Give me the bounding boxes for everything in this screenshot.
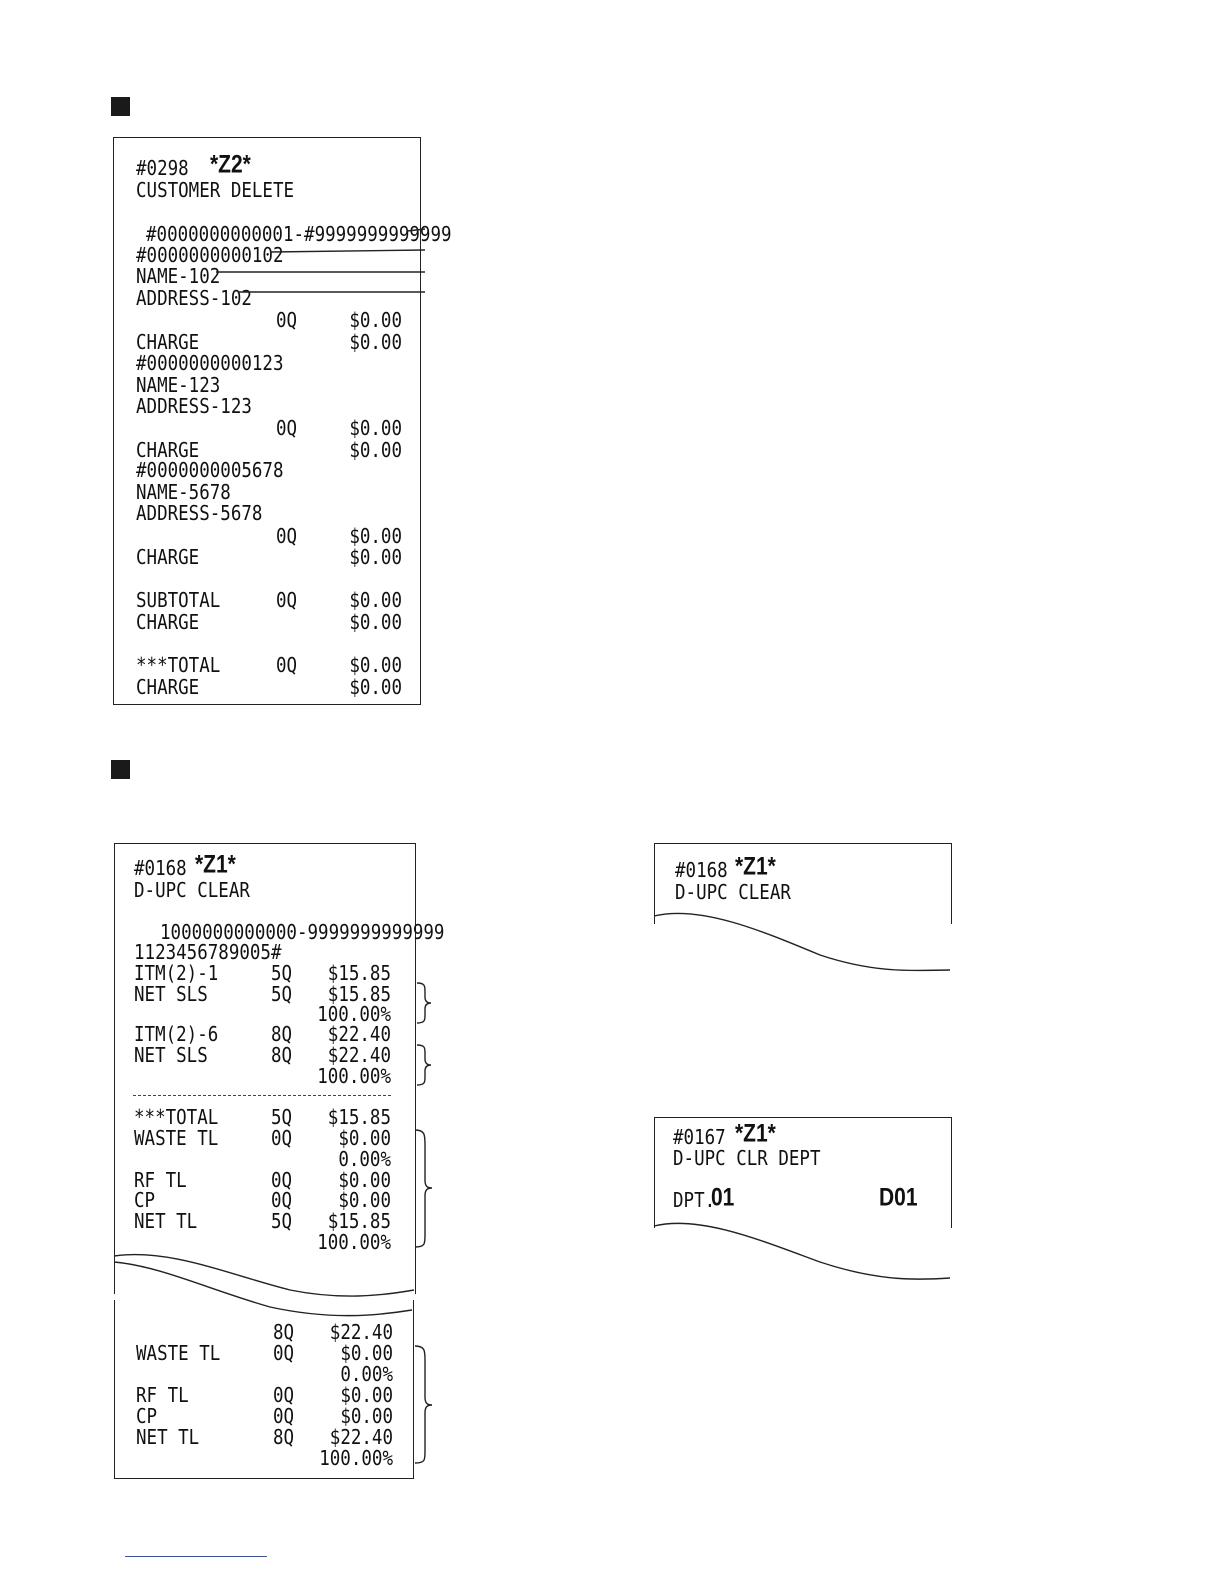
department-label: DPT. <box>673 1189 716 1213</box>
net-sales-amount: $15.85 <box>327 983 391 1007</box>
torn-edge <box>654 913 950 970</box>
report-mode: *Z2* <box>210 151 251 179</box>
refund-qty: 0Q <box>271 1169 293 1193</box>
waste-amount: $0.00 <box>338 1127 391 1151</box>
charge-amount: $0.00 <box>349 546 402 570</box>
charge-label: CHARGE <box>136 546 200 570</box>
waste-label: WASTE TL <box>136 1342 221 1366</box>
net-sales-qty: 5Q <box>271 983 293 1007</box>
charge-label: CHARGE <box>136 676 200 700</box>
customer-qty: 0Q <box>276 525 298 549</box>
refund-amount: $0.00 <box>338 1169 391 1193</box>
waste-percent: 0.00% <box>338 1148 391 1172</box>
customer-amount: $0.00 <box>349 309 402 333</box>
receipt-number: #0167 <box>673 1126 726 1150</box>
department-code: D01 <box>879 1184 918 1212</box>
waste-qty: 0Q <box>273 1342 295 1366</box>
charge-amount: $0.00 <box>349 331 402 355</box>
customer-name: NAME-5678 <box>136 481 231 505</box>
customer-qty: 0Q <box>276 309 298 333</box>
item-qty: 5Q <box>271 962 293 986</box>
net-total-amount: $15.85 <box>327 1210 391 1234</box>
receipt-number: #0168 <box>134 857 187 881</box>
customer-address: ADDRESS-102 <box>136 287 252 311</box>
net-total-qty: 8Q <box>273 1426 295 1450</box>
upc-code: 1123456789005# <box>134 941 282 965</box>
customer-amount: $0.00 <box>349 525 402 549</box>
footer-underline <box>125 1556 267 1557</box>
net-sales-qty: 8Q <box>271 1044 293 1068</box>
item-label: ITM(2)-6 <box>134 1023 219 1047</box>
total-label: ***TOTAL <box>136 654 221 678</box>
waste-percent: 0.00% <box>340 1363 393 1387</box>
charge-amount: $0.00 <box>349 676 402 700</box>
net-total-percent: 100.00% <box>319 1447 393 1471</box>
refund-amount: $0.00 <box>340 1384 393 1408</box>
net-total-percent: 100.00% <box>317 1231 391 1255</box>
customer-range: #0000000000001-#9999999999999 <box>146 223 452 247</box>
report-title: D-UPC CLR DEPT <box>673 1147 821 1171</box>
bracket-brace <box>415 1130 432 1247</box>
waste-qty: 0Q <box>271 1127 293 1151</box>
receipt-number: #0298 <box>136 157 189 181</box>
waste-label: WASTE TL <box>134 1127 219 1151</box>
leader-line <box>407 229 425 231</box>
coupon-label: CP <box>134 1189 156 1213</box>
bracket-brace <box>415 1346 432 1463</box>
customer-name: NAME-123 <box>136 374 221 398</box>
customer-name: NAME-102 <box>136 265 221 289</box>
charge-label: CHARGE <box>136 331 200 355</box>
total-label: ***TOTAL <box>134 1106 219 1130</box>
customer-address: ADDRESS-123 <box>136 395 252 419</box>
torn-edge <box>114 1262 412 1316</box>
bracket-brace <box>417 1045 431 1085</box>
report-title: D-UPC CLEAR <box>134 879 250 903</box>
upc-range: 1000000000000-9999999999999 <box>160 921 445 945</box>
report-mode: *Z1* <box>195 851 236 879</box>
charge-amount: $0.00 <box>349 439 402 463</box>
net-sales-amount: $22.40 <box>327 1044 391 1068</box>
coupon-label: CP <box>136 1405 158 1429</box>
total-qty: 0Q <box>276 654 298 678</box>
report-title: CUSTOMER DELETE <box>136 179 295 203</box>
bracket-brace <box>417 983 431 1023</box>
charge-label: CHARGE <box>136 439 200 463</box>
total-amount: $15.85 <box>327 1106 391 1130</box>
item-amount: $22.40 <box>327 1023 391 1047</box>
item-qty: 8Q <box>271 1023 293 1047</box>
refund-label: RF TL <box>136 1384 189 1408</box>
coupon-qty: 0Q <box>271 1189 293 1213</box>
net-sales-label: NET SLS <box>134 1044 208 1068</box>
torn-edge <box>114 1255 414 1297</box>
coupon-amount: $0.00 <box>340 1405 393 1429</box>
total-qty: 8Q <box>273 1321 295 1345</box>
coupon-amount: $0.00 <box>338 1189 391 1213</box>
charge-label: CHARGE <box>136 611 200 635</box>
report-mode: *Z1* <box>735 1120 776 1148</box>
net-total-amount: $22.40 <box>329 1426 393 1450</box>
torn-edge <box>654 1223 950 1279</box>
report-title: D-UPC CLEAR <box>675 881 791 905</box>
net-sales-percent: 100.00% <box>317 1003 391 1027</box>
coupon-qty: 0Q <box>273 1405 295 1429</box>
net-sales-percent: 100.00% <box>317 1065 391 1089</box>
leader-line <box>270 250 425 252</box>
net-sales-label: NET SLS <box>134 983 208 1007</box>
net-total-qty: 5Q <box>271 1210 293 1234</box>
total-amount: $22.40 <box>329 1321 393 1345</box>
total-qty: 5Q <box>271 1106 293 1130</box>
department-number: 01 <box>711 1184 735 1212</box>
customer-address: ADDRESS-5678 <box>136 502 263 526</box>
subtotal-amount: $0.00 <box>349 589 402 613</box>
total-amount: $0.00 <box>349 654 402 678</box>
customer-qty: 0Q <box>276 417 298 441</box>
receipt-number: #0168 <box>675 859 728 883</box>
net-total-label: NET TL <box>136 1426 200 1450</box>
net-total-label: NET TL <box>134 1210 198 1234</box>
report-mode: *Z1* <box>735 853 776 881</box>
customer-amount: $0.00 <box>349 417 402 441</box>
customer-code: #0000000000102 <box>136 244 284 268</box>
waste-amount: $0.00 <box>340 1342 393 1366</box>
subtotal-qty: 0Q <box>276 589 298 613</box>
customer-code: #0000000000123 <box>136 352 284 376</box>
refund-qty: 0Q <box>273 1384 295 1408</box>
item-amount: $15.85 <box>327 962 391 986</box>
subtotal-label: SUBTOTAL <box>136 589 221 613</box>
charge-amount: $0.00 <box>349 611 402 635</box>
refund-label: RF TL <box>134 1169 187 1193</box>
item-label: ITM(2)-1 <box>134 962 219 986</box>
customer-code: #0000000005678 <box>136 459 284 483</box>
